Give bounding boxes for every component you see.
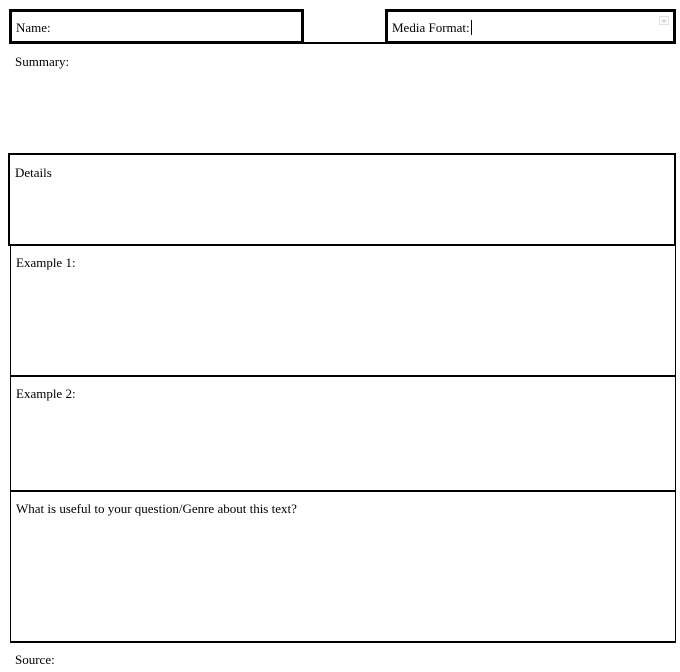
text-caret <box>471 20 472 35</box>
example-2-label: Example 2: <box>16 386 76 401</box>
media-format-field[interactable] <box>385 9 676 44</box>
example-2-field[interactable] <box>10 376 676 492</box>
example-1-label: Example 1: <box>16 255 76 270</box>
divider-line <box>118 42 386 44</box>
useful-question-field[interactable] <box>10 491 676 643</box>
name-label: Name: <box>16 20 51 35</box>
details-label: Details <box>15 165 52 180</box>
summary-label: Summary: <box>15 54 70 69</box>
useful-question-label: What is useful to your question/Genre about this text? <box>16 501 297 516</box>
chevron-down-icon[interactable] <box>659 16 669 25</box>
media-format-label: Media Format: <box>392 20 470 35</box>
example-1-field[interactable] <box>10 245 676 377</box>
name-field[interactable] <box>9 9 304 44</box>
source-label: Source: <box>15 652 55 667</box>
details-field[interactable] <box>8 153 676 246</box>
